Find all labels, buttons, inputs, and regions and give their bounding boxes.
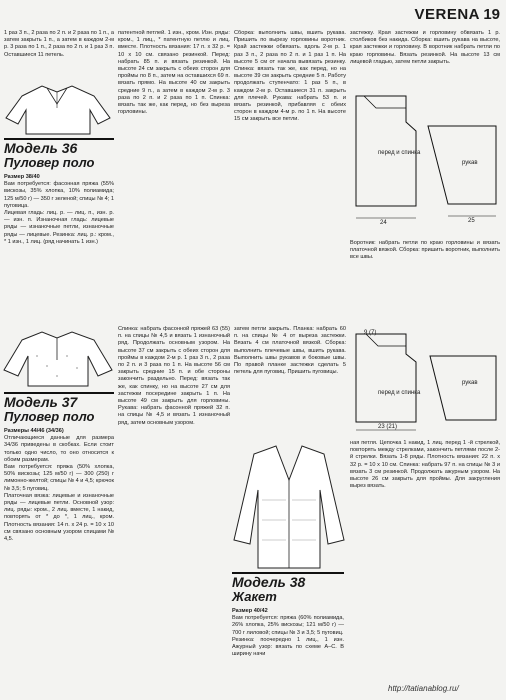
page-header (0, 0, 506, 26)
diagram1-label-sleeve-width: 25 (468, 218, 475, 224)
model37-size: Размеры 44/46 (34/36) (4, 428, 64, 434)
model36-column-4b: Воротник: набрать петли по краю горловины и вязать платочной вязкой. Сборка: пришить воротник, выполнить все швы. (350, 240, 500, 261)
model37-title: Модель 37 (4, 394, 78, 410)
model38-subtitle: Жакет (232, 589, 277, 604)
model37-column-3: затем петли закрыть. Планка: набрать 60 п. на спицы № 4 от выреза застежки. Вязать 4 см платочной вязкой. Сборка: выполнить плечевые швы, вшить рукава. Выполнить швы рукавов и боковые швы. По правой планке застежки сделать 5 петель для пуговиц. Пришить пуговицы. (234, 326, 346, 376)
model38-stitches: Резинка: поочередно 1 лиц., 1 изн. Ажурный узор: вязать по схеме А–С. В ширину начи (232, 636, 344, 658)
model37-stitches: Платочная вязка: лицевые и изнаночные ряды — лицевые петли. Основной узор: лиц. ряды: кром., 2 лиц. вместе, 1 накид, повторять от * до *, 1 лиц., кром. Плотность вязания: 14 п. х 24 р. = 10 х 10 см связано основным узором спицами № 4,5. (4, 492, 114, 543)
model38-materials: Вам потребуется: пряжа (60% полиамида, 26% хлопка, 25% вискозы; 121 м/50 г) — 700 г лиловой; спицы № 3 и 3,5; 5 пуговиц. (232, 615, 344, 636)
model36-title: Модель 36 (4, 140, 78, 156)
diagram2-label-sleeve: рукав (462, 380, 478, 386)
model36-materials: Вам потребуется: фасонная пряжа (55% вискозы, 35% хлопка, 10% полиамида; 125 м/50 г) — 350 г зеленой; спицы № 4; 1 пуговица. (4, 181, 114, 209)
model36-sketch (2, 78, 114, 136)
diagram2-label-body: перед и спинка (378, 390, 421, 396)
model36-size: Размер 38/40 (4, 174, 40, 180)
model36-column-4: застежку. Края застежки и горловину обвязать 1 р. столбиков без накида. Сборка: вшить рукава на высоте, края застежки и горловину. В воротник набрать петли по краю горловины. Вязать резинкой. На высоте 13 см лицевой гладью, затем петли закрыть. (350, 30, 500, 65)
diagram1-label-body: перед и спинка (378, 150, 421, 156)
model36-column-3: Сборка: выполнить швы, вшить рукава. Пришить по вырезу горловины воротник. Край застежки обвязать. вдоль 2-м р. 1 раз 3 п., 2 раза по 2 п. и 1 раз 1 п. На высоте 5 см от начала вывязать резинку. Спинка: вязать так же, как перед, но на высоте 39 см закрыть средние 5 п. Работу продолжать ступенчато: 1 раз 5 п., в каждом 2-м р. Оставшиеся 31 п. закрыть для плечей. Рукава: набрать 53 п. и вязать резинкой, прибавляя с обеих сторон в каждом 4-м р. по 1 п. На высоте 15 см закрыть все петли. (234, 30, 346, 123)
magazine-name: VERENA (414, 6, 480, 23)
model37-pattern-diagram (346, 326, 504, 436)
model36-column-2: патентной петлей. 1 изн., кром. Изн. ряды: кром., 1 лиц., * патентную петлю и лиц. вместе. Плотность вязания: 17 п. х 32 р. = 10 х 10 см. связано резинкой. Перед: набрать 85 п. и вязать резинкой. На высоте 24 см закрыть с обеих сторон для проймы по 8 п., затем на оставшихся 69 п. вязать прямо. На высоте 40 см закрыть средние 9 п., а затем в каждом 2-м р. 3 раза по 2 п. и 2 раза по 1 п. Спинка: вязать так же, как перед, но без выреза горловины. (118, 30, 230, 116)
page-number: 19 (483, 6, 500, 23)
model37-subtitle: Пуловер поло (4, 409, 95, 424)
model37-materials: Вам потребуется: пряжа (50% хлопка, 50% вискозы; 125 м/50 г) — 300 (250) г лимонно-желтой; спицы № 4 и 4,5; крючок № 3,5; 5 пуговиц. (4, 464, 114, 492)
watermark-url: http://tatianablog.ru/ (388, 684, 459, 693)
diagram1-label-sleeve: рукав (462, 160, 478, 166)
model36-top-text: 1 раз 3 п., 2 раза по 2 п. и 2 раза по 1 п., а затем закрыть 1 п., а затем в каждом 2-м р. 3 раза по 1 п., 2 раза по 2 п. и 1 раз 3 п. Оставшиеся 11 петель. (4, 30, 114, 58)
model36-subtitle: Пуловер поло (4, 155, 95, 170)
model36-body (4, 174, 114, 320)
diagram2-label-top: 9 (7) (364, 330, 377, 336)
model36-pattern-diagram (346, 86, 504, 236)
model38-size: Размер 40/42 (232, 608, 268, 614)
model37-column-2: Спинка: набрать фасонной пряжей 63 (55) п. на спицы № 4,5 и вязать 1 изнаночный ряд. Продолжать основным узором. На высоте 37 см закрыть с обеих сторон для проймы в каждом 2-м р. 1 раз 3 п., 2 раза по 2 п. и 3 раза по 1 п. На высоте 56 см закрыть средние 15 п. и обе стороны закончить раздельно. Перед: вязать так же, как спинку, но на высоте 27 см для застежки посередине закрыть 1 п. На высоте 49 см закрыть для горловины. Рукава: набрать фасонной пряжей 32 п. на спицы № 4,5 и вязать 1 изнаночный ряд, затем основным узором. (118, 326, 230, 426)
model36-stitches: Лицевая гладь: лиц. р. — лиц. п., изн. р. — изн. п. Изнаночная гладь: лицевые ряды — изнаночные петли, изнаночные ряды — лицевые. Резинка: лиц. р.: кром., * 1 изн., 1 лиц. (ряд начинать 1 изн.) (4, 210, 114, 245)
model37-body (4, 428, 114, 678)
model38-title: Модель 38 (232, 574, 306, 590)
model38-sketch (232, 440, 346, 570)
model37-sketch (2, 326, 114, 388)
model38-body (232, 608, 344, 688)
model37-note: Отличающиеся данные для размера 34/36 приведены в скобках. Если стоит только одно число, то оно относится к обоим размерам. (4, 435, 114, 463)
model38-column-4: ная петля. Цепочка 1 накид, 1 лиц. перед 1 -й стрелкой, повторять между стрелками, закончить петлями после 2-й стрелки. Вязать 1-8 ряды. Плотность вязания: 22 п. х 32 р. = 10 х 10 см. Спинка: набрать 97 п. на спицы № 3 и вязать 3 см резинкой. Продолжать ажурным узором. На высоте 26 см закрыть для проймы. Для закругления вырез вязать. (350, 440, 500, 490)
diagram1-label-width: 24 (380, 220, 387, 226)
diagram2-label-width: 23 (21) (378, 424, 398, 430)
